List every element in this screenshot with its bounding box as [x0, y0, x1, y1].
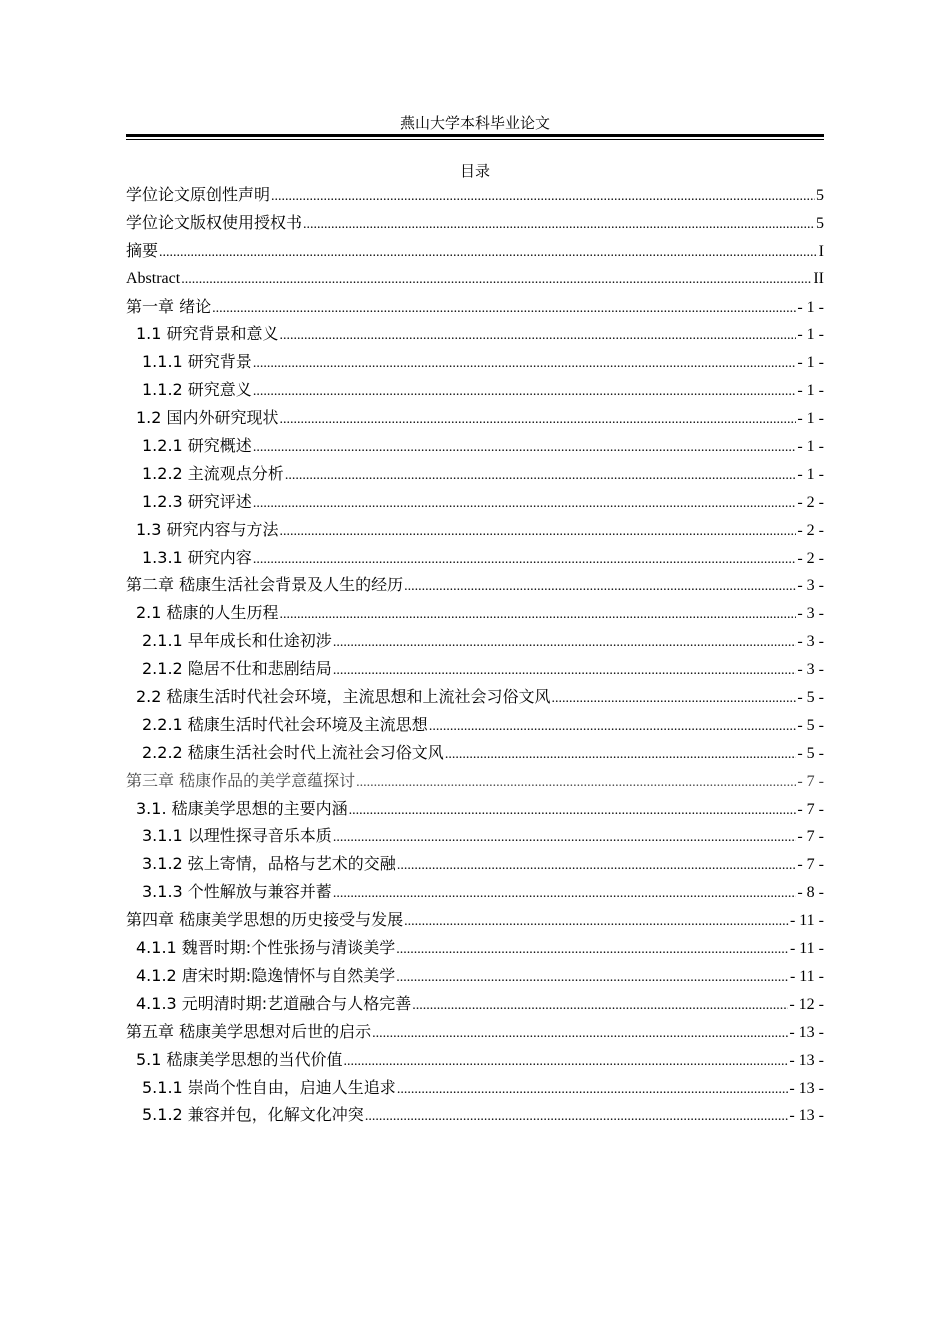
toc-entry-page-number: - 1 - [797, 382, 824, 400]
toc-entry-label: Abstract [126, 269, 181, 287]
toc-entry-page-number: - 2 - [797, 521, 824, 539]
toc-entry[interactable] [126, 627, 824, 655]
toc-entry[interactable] [126, 906, 824, 934]
toc-entry-label: 第二章 嵇康生活社会背景及人生的经历 [126, 575, 404, 595]
header-rule-thin [126, 139, 824, 140]
toc-leader-dots [280, 406, 797, 434]
toc-entry-label: 摘要 [126, 240, 159, 260]
toc-leader-dots [365, 1103, 789, 1131]
toc-leader-dots [285, 462, 797, 490]
toc-entry[interactable] [126, 711, 824, 739]
toc-entry-page-number: II [813, 269, 824, 287]
toc-leader-dots [253, 350, 797, 378]
toc-entry-page-number: - 1 - [797, 465, 824, 483]
toc-entry[interactable] [126, 1046, 824, 1074]
toc-entry[interactable] [126, 320, 824, 348]
toc-leader-dots [303, 211, 815, 239]
toc-entry-page-number: - 13 - [789, 1107, 824, 1125]
toc-entry-label: 3.1.1 以理性探寻音乐本质 [142, 826, 332, 846]
toc-entry-page-number: - 2 - [797, 549, 824, 567]
toc-entry[interactable] [126, 822, 824, 850]
toc-entry[interactable] [126, 432, 824, 460]
toc-entry[interactable] [126, 599, 824, 627]
header-rule-thick [126, 134, 824, 137]
toc-entry[interactable] [126, 293, 824, 321]
toc-entry-label: 4.1.1 魏晋时期:个性张扬与清谈美学 [136, 938, 396, 958]
toc-leader-dots [333, 824, 797, 852]
toc-entry-label: 5.1 嵇康美学思想的当代价值 [136, 1049, 343, 1069]
toc-entry-label: 5.1.2 兼容并包，化解文化冲突 [142, 1105, 364, 1125]
toc-leader-dots [271, 183, 815, 211]
toc-entry-page-number: - 3 - [797, 605, 824, 623]
toc-entry-page-number: - 1 - [797, 298, 824, 316]
toc-entry[interactable] [126, 404, 824, 432]
toc-leader-dots [396, 936, 789, 964]
toc-entry-page-number: - 5 - [797, 716, 824, 734]
toc-entry-label: 1.1.1 研究背景 [142, 352, 252, 372]
toc-leader-dots [181, 266, 812, 294]
toc-entry-page-number: - 3 - [797, 661, 824, 679]
toc-entry[interactable] [126, 962, 824, 990]
toc-leader-dots [412, 992, 788, 1020]
toc-entry-label: 第三章 嵇康作品的美学意蕴探讨 [126, 770, 356, 790]
toc-leader-dots [356, 769, 796, 797]
toc-entry-label: 1.3 研究内容与方法 [136, 519, 279, 539]
toc-entry[interactable] [126, 739, 824, 767]
toc-entry[interactable] [126, 348, 824, 376]
toc-entry-label: 2.1.1 早年成长和仕途初涉 [142, 631, 332, 651]
toc-entry-page-number: 5 [816, 214, 824, 232]
toc-entry-page-number: - 7 - [797, 856, 824, 874]
toc-entry-label: 学位论文版权使用授权书 [126, 212, 303, 232]
toc-entry-page-number: - 1 - [797, 354, 824, 372]
toc-entry-page-number: 5 [816, 187, 824, 204]
toc-entry[interactable] [126, 655, 824, 683]
toc-entry-label: 1.2 国内外研究现状 [136, 408, 279, 428]
toc-entry-label: 1.1 研究背景和意义 [136, 324, 279, 344]
toc-entry-page-number: - 7 - [797, 772, 824, 790]
toc-leader-dots [280, 601, 797, 629]
toc-leader-dots [552, 685, 797, 713]
toc-entry-label: 2.2 嵇康生活时代社会环境，主流思想和上流社会习俗文风 [136, 687, 551, 707]
toc-entry-label: 1.3.1 研究内容 [142, 547, 252, 567]
toc-leader-dots [396, 964, 789, 992]
toc-entry[interactable] [126, 850, 824, 878]
toc-entry[interactable] [126, 516, 824, 544]
toc-entry-page-number: - 1 - [797, 410, 824, 428]
toc-entry-label: 2.2.1 嵇康生活时代社会环境及主流思想 [142, 714, 428, 734]
toc-entry-page-number: - 3 - [797, 577, 824, 595]
toc-leader-dots [253, 434, 797, 462]
toc-entry[interactable] [126, 795, 824, 823]
toc-entry[interactable] [126, 1101, 824, 1129]
toc-entry-label: 3.1.3 个性解放与兼容并蓄 [142, 882, 332, 902]
toc-entry-label: 1.2.2 主流观点分析 [142, 463, 284, 483]
toc-leader-dots [372, 1020, 788, 1048]
toc-leader-dots [404, 908, 789, 936]
toc-entry-label: 1.2.1 研究概述 [142, 436, 252, 456]
toc-entry[interactable] [126, 1018, 824, 1046]
toc-title: 目录 [459, 162, 490, 180]
toc-entry[interactable] [126, 544, 824, 572]
page-header-title: 燕山大学本科毕业论文 [399, 114, 550, 132]
toc-entry-page-number: - 5 - [797, 689, 824, 707]
toc-entry-page-number: - 12 - [789, 995, 824, 1013]
toc-entry-page-number: - 2 - [797, 493, 824, 511]
toc-entry-label: 第四章 嵇康美学思想的历史接受与发展 [126, 910, 404, 930]
toc-leader-dots [404, 573, 796, 601]
toc-entry-page-number: I [818, 242, 824, 260]
toc-leader-dots [280, 322, 797, 350]
toc-entry-label: 1.1.2 研究意义 [142, 380, 252, 400]
toc-leader-dots [344, 1048, 789, 1076]
toc-entry-label: 3.1. 嵇康美学思想的主要内涵 [136, 798, 348, 818]
toc-entry-page-number: - 13 - [789, 1079, 824, 1097]
table-of-contents [126, 181, 824, 1129]
toc-leader-dots [445, 741, 797, 769]
toc-entry-page-number: - 13 - [789, 1023, 824, 1041]
toc-entry-page-number: - 8 - [797, 884, 824, 902]
toc-leader-dots [397, 852, 797, 880]
toc-entry[interactable] [126, 181, 824, 209]
toc-leader-dots [212, 295, 796, 323]
toc-entry[interactable] [126, 265, 824, 293]
toc-entry-label: 第一章 绪论 [126, 296, 212, 316]
toc-entry[interactable] [126, 237, 824, 265]
toc-leader-dots [253, 378, 797, 406]
toc-entry[interactable] [126, 767, 824, 795]
toc-leader-dots [159, 239, 818, 267]
toc-entry-label: 4.1.2 唐宋时期:隐逸情怀与自然美学 [136, 965, 396, 985]
toc-entry-label: 5.1.1 崇尚个性自由，启迪人生追求 [142, 1077, 396, 1097]
toc-entry-label: 1.2.3 研究评述 [142, 491, 252, 511]
toc-entry[interactable] [126, 683, 824, 711]
toc-entry[interactable] [126, 990, 824, 1018]
toc-entry[interactable] [126, 460, 824, 488]
toc-entry[interactable] [126, 1074, 824, 1102]
toc-entry[interactable] [126, 878, 824, 906]
toc-leader-dots [253, 490, 797, 518]
toc-entry-label: 3.1.2 弦上寄情，品格与艺术的交融 [142, 854, 396, 874]
toc-leader-dots [280, 518, 797, 546]
toc-entry-label: 2.2.2 嵇康生活社会时代上流社会习俗文风 [142, 742, 444, 762]
toc-leader-dots [397, 1076, 789, 1104]
toc-leader-dots [333, 657, 797, 685]
toc-leader-dots [429, 713, 797, 741]
toc-entry-page-number: - 3 - [797, 633, 824, 651]
toc-entry[interactable] [126, 571, 824, 599]
toc-leader-dots [333, 629, 797, 657]
toc-entry-page-number: - 7 - [797, 828, 824, 846]
toc-entry[interactable] [126, 488, 824, 516]
toc-entry-label: 2.1 嵇康的人生历程 [136, 603, 279, 623]
toc-entry-label: 2.1.2 隐居不仕和悲剧结局 [142, 659, 332, 679]
toc-leader-dots [349, 797, 797, 825]
toc-leader-dots [333, 880, 797, 908]
toc-entry-page-number: - 11 - [789, 912, 824, 930]
toc-entry-label: 第五章 嵇康美学思想对后世的启示 [126, 1021, 372, 1041]
toc-entry-page-number: - 11 - [789, 967, 824, 985]
toc-leader-dots [253, 546, 797, 574]
toc-entry[interactable] [126, 934, 824, 962]
toc-entry[interactable] [126, 209, 824, 237]
toc-entry[interactable] [126, 376, 824, 404]
toc-entry-page-number: - 7 - [797, 800, 824, 818]
toc-entry-page-number: - 13 - [789, 1051, 824, 1069]
toc-entry-page-number: - 5 - [797, 744, 824, 762]
toc-entry-page-number: - 11 - [789, 940, 824, 958]
toc-entry-page-number: - 1 - [797, 326, 824, 344]
toc-entry-page-number: - 1 - [797, 438, 824, 456]
toc-entry-label: 4.1.3 元明清时期:艺道融合与人格完善 [136, 993, 412, 1013]
toc-entry-label: 学位论文原创性声明 [126, 185, 271, 204]
